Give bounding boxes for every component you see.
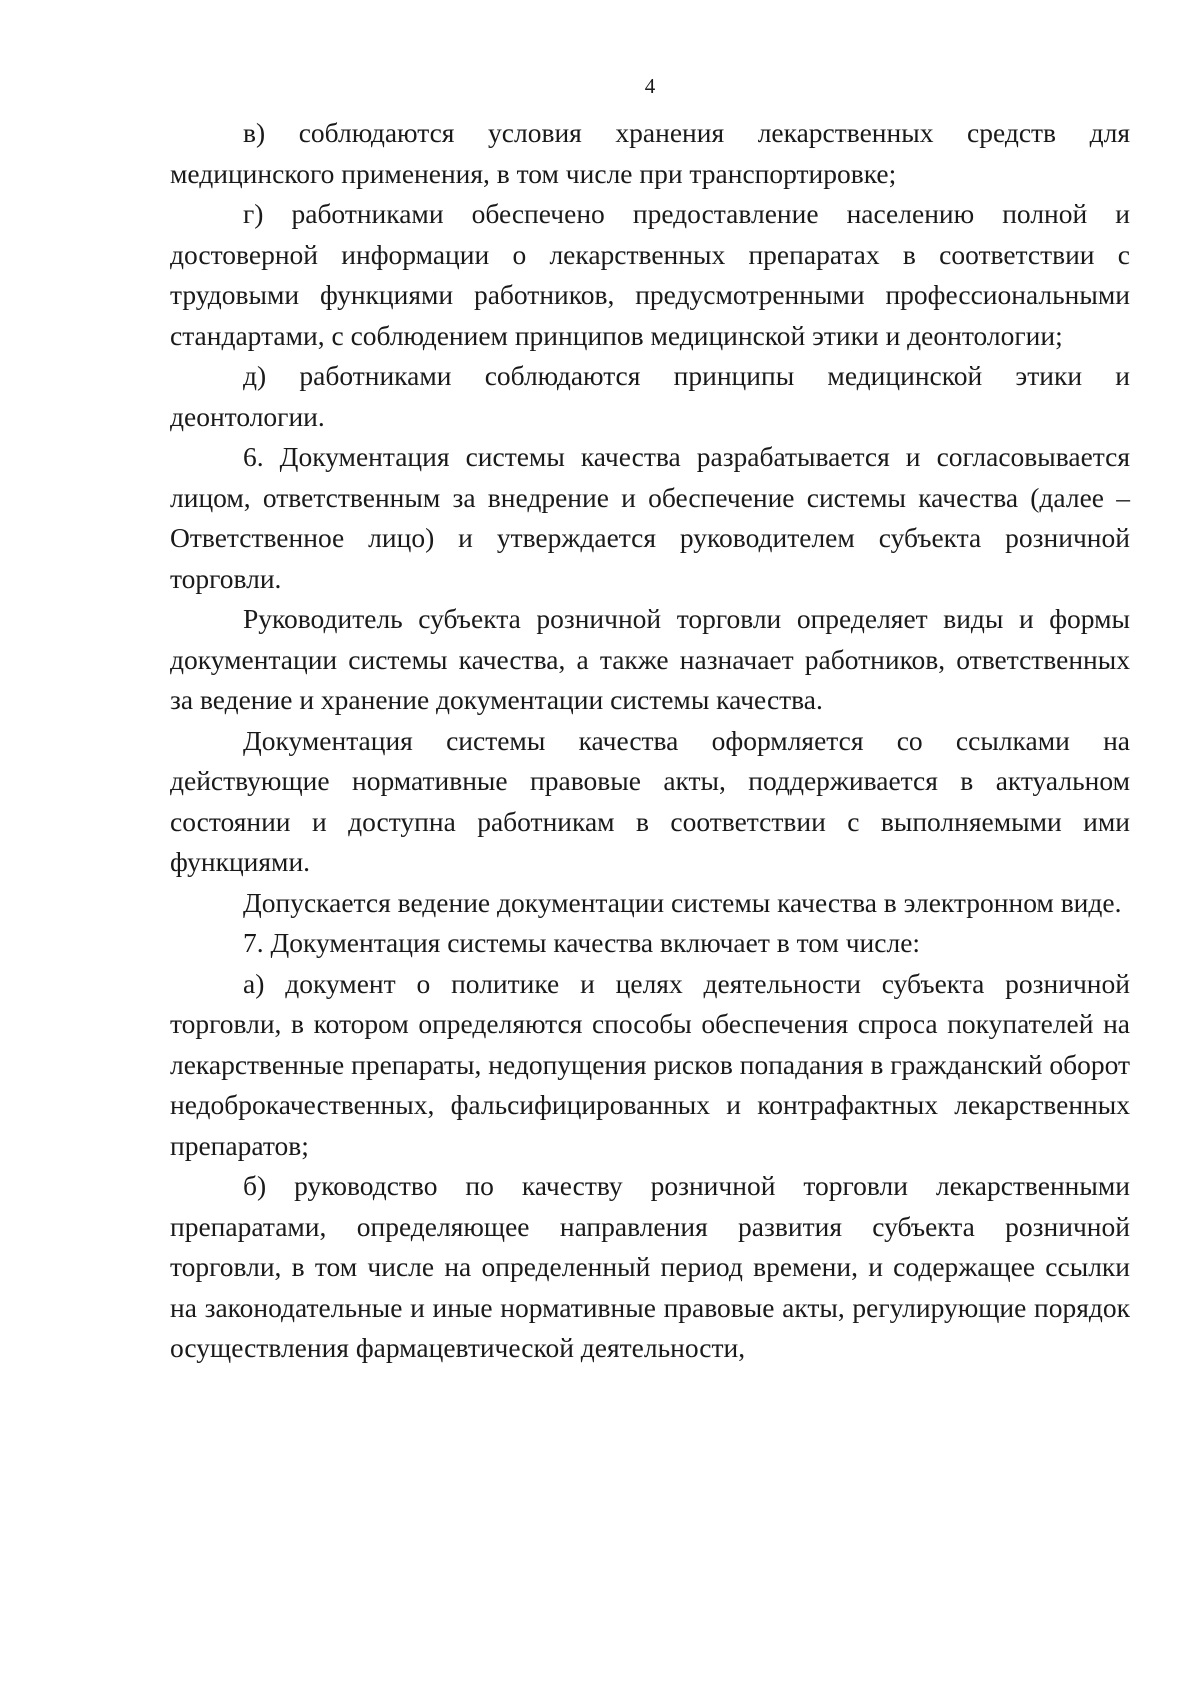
paragraph-section-7: 7. Документация системы качества включает в том числе:	[243, 927, 921, 958]
paragraph-item-d: д) работниками соблюдаются принципы медицинской этики и деонтологии.	[170, 360, 1130, 432]
paragraph-item-a: а) документ о политике и целях деятельности субъекта розничной торговли, в котором определяются способы обеспечения спроса покупателей на лекарственные препараты, недопущения рисков попадания в гражданский оборот недоброкачественных, фальсифицированных и контрафактных лекарственных препаратов;	[170, 967, 1130, 1161]
paragraph-manager-duties: Руководитель субъекта розничной торговли определяет виды и формы документации системы качества, а также назначает работников, ответственных за ведение и хранение документации системы качества.	[170, 603, 1130, 715]
paragraph-item-b: б) руководство по качеству розничной торговли лекарственными препаратами, определяющее направления развития субъекта розничной торговли, в том числе на определенный период времени, и содержащее ссылки на законодательные и иные нормативные правовые акты, регулирующие порядок осуществления фармацевтической деятельности,	[170, 1170, 1130, 1363]
paragraph-section-6: 6. Документация системы качества разрабатывается и согласовывается лицом, ответственным за внедрение и обеспечение системы качества (далее – Ответственное лицо) и утверждается руководителем субъекта розничной торговли.	[170, 441, 1130, 594]
paragraph-item-g: г) работниками обеспечено предоставление населению полной и достоверной информации о лекарственных препаратах в соответствии с трудовыми функциями работников, предусмотренными профессиональными стандартами, с соблюдением принципов медицинской этики и деонтологии;	[170, 198, 1130, 351]
document-body	[170, 113, 1130, 1369]
paragraph-electronic-form: Допускается ведение документации системы качества в электронном виде.	[243, 886, 1122, 918]
paragraph-documentation-format: Документация системы качества оформляется со ссылками на действующие нормативные правовые акты, поддерживается в актуальном состоянии и доступна работникам в соответствии с выполняемыми ими функциями.	[170, 724, 1130, 877]
paragraph-item-v: в) соблюдаются условия хранения лекарственных средств для медицинского применения, в том числе при транспортировке;	[170, 117, 1130, 189]
page-number: 4	[644, 74, 656, 98]
